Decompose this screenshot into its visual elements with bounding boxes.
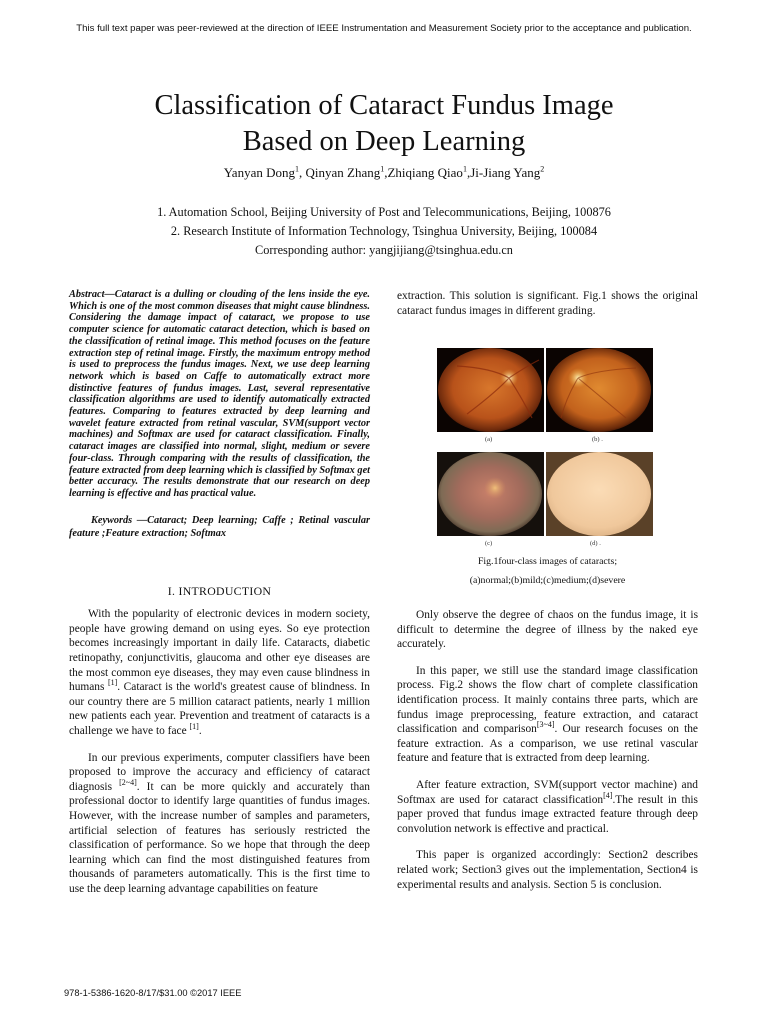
citation: [4] bbox=[603, 790, 613, 800]
section-heading-introduction: I. INTRODUCTION bbox=[167, 583, 272, 598]
author-list bbox=[0, 165, 768, 181]
author-affiliation-mark: 1 bbox=[294, 164, 299, 174]
affiliation-2: 2. Research Institute of Information Technology, Tsinghua University, Beijing, 100084 bbox=[170, 224, 598, 238]
peer-review-notice: This full text paper was peer-reviewed at the direction of IEEE Instrumentation and Measurement Society prior to the acceptance and publication. bbox=[76, 23, 692, 34]
author-name: Zhiqiang Qiao bbox=[387, 165, 463, 180]
keywords: Keywords —Cataract; Deep learning; Caffe ; Retinal vascular feature ;Feature extraction; Softmax bbox=[69, 514, 370, 539]
paper-title bbox=[0, 88, 768, 160]
fundus-image-medium bbox=[437, 452, 544, 536]
right-paragraph-4: This paper is organized accordingly: Section2 describes related work; Section3 gives out the implementation, Section4 is experimental results and analysis. Section 5 is conclusion. bbox=[397, 849, 698, 891]
right-paragraph-3 bbox=[397, 778, 698, 836]
title-line-2: Based on Deep Learning bbox=[242, 126, 526, 157]
author-separator: , bbox=[298, 165, 306, 180]
right-p2-text: In this paper, we still use the standard image classification process. Fig.2 shows the flow chart of complete classification identification process. It mainly contains three parts, which are fundus image preprocessing, feature extraction, and cataract classification and comparison bbox=[397, 664, 698, 736]
author-name: Yanyan Dong bbox=[223, 165, 295, 180]
intro-p2-text: . It can be more quickly and accurately than professional doctor to identify large quantities of fundus images. However, with the increase number of samples and parameters, artificial selection of features has seriously restricted the classification of performance. So we hope that through the deep learning which can find the most distinguished features from thousands of parameters automatically. This is the first time to use the deep learning advantage capabilities on feature bbox=[69, 780, 370, 895]
right-top-paragraph: extraction. This solution is significant. Fig.1 shows the original cataract fundus images in different grading. bbox=[397, 290, 698, 317]
intro-paragraph-2 bbox=[69, 751, 370, 897]
right-p2-text: . Our research focuses on the feature extraction. As a comparison, we use retinal vascular feature and feature that is extracted from deep learning. bbox=[397, 723, 698, 765]
figure-caption-line-1: Fig.1four-class images of cataracts; bbox=[477, 556, 618, 567]
figure-label-c: (c) bbox=[485, 540, 493, 547]
author-affiliation-mark: 2 bbox=[540, 164, 545, 174]
intro-p2-text: In our previous experiments, computer classifiers have been proposed to improve the accuracy and efficiency of cataract diagnosis bbox=[69, 751, 370, 793]
intro-p1-text: . Cataract is the world's greatest cause of blindness. In our country there are 5 million cataract patients, nearly 1 million new patients each year. Prevention and treatment of cataracts is a challenge we have to face bbox=[69, 681, 370, 737]
citation: [1] bbox=[107, 678, 118, 688]
intro-p1-text: With the popularity of electronic devices in modern society, people have growing demand on using eyes. So eye protection becomes increasingly important in daily life. Cataracts, diabetic retinopathy, conjunctivitis, glaucoma and other eye diseases are the most common eye diseases, they may even cause blindness in humans bbox=[69, 608, 370, 694]
citation: [3~4] bbox=[536, 720, 555, 730]
author-separator: , bbox=[384, 165, 388, 180]
author-separator: , bbox=[466, 165, 471, 180]
fundus-image-severe bbox=[546, 452, 653, 536]
intro-paragraph-1 bbox=[69, 607, 370, 738]
fundus-image-normal bbox=[437, 348, 544, 432]
intro-p1-text: . bbox=[198, 725, 202, 737]
figure-caption-line-2: (a)normal;(b)mild;(c)medium;(d)severe bbox=[469, 575, 626, 586]
right-p3-text: After feature extraction, SVM(support vector machine) and Softmax are used for cataract classification bbox=[397, 778, 698, 806]
right-p3-text: .The result in this paper proved that fundus image extracted feature through deep convolution network is effective and practical. bbox=[397, 793, 698, 835]
fundus-image-mild bbox=[546, 348, 653, 432]
author-affiliation-mark: 1 bbox=[380, 164, 385, 174]
figure-label-a: (a) bbox=[485, 436, 493, 443]
author-affiliation-mark: 1 bbox=[462, 164, 467, 174]
author-name: Ji-Jiang Yang bbox=[470, 165, 541, 180]
author-name: Qinyan Zhang bbox=[305, 165, 381, 180]
right-column-body bbox=[397, 608, 698, 904]
affiliation-1: 1. Automation School, Beijing University of Post and Telecommunications, Beijing, 100876 bbox=[157, 205, 611, 219]
abstract: Abstract—Cataract is a dulling or clouding of the lens inside the eye. Which is one of the most common diseases that might cause blindness. Considering the damage impact of cataract, we propose to use computer science for automatic cataract detection, which is based on the classification of retinal image. This method focuses on the feature extraction step of retinal image. Firstly, the maximum entropy method is used to preprocess the fundus images. Next, we use deep learning network which is based on Caffe to automatically extract more distinctive features of fundus images. Last, several representative classification algorithms are used to identify automatically extracted features. Comparing to features extracted by deep learning and wavelet feature extracted from retinal vascular, SVM(support vector machines) and Softmax are used for cataract classification. Finally, cataract images are classified into normal, slight, medium or severe four-class. Through comparing with the results of classification, the feature extracted from deep learning which is classified by Softmax get better accuracy. The results demonstrate that our research on deep learning is effective and has practical value. bbox=[69, 289, 370, 499]
left-column bbox=[69, 289, 370, 909]
citation: [1] bbox=[189, 722, 199, 732]
citation: [2~4] bbox=[119, 777, 137, 787]
figure-label-b: (b) . bbox=[592, 436, 603, 443]
right-paragraph-2 bbox=[397, 664, 698, 766]
right-column-top bbox=[397, 289, 698, 318]
copyright-footer: 978-1-5386-1620-8/17/$31.00 ©2017 IEEE bbox=[64, 988, 242, 998]
figure-label-d: (d) . bbox=[590, 540, 601, 547]
title-line-1: Classification of Cataract Fundus Image bbox=[154, 90, 614, 121]
right-paragraph-1: Only observe the degree of chaos on the fundus image, it is difficult to determine the degree of illness by the naked eye accurately. bbox=[397, 609, 698, 651]
corresponding-author: Corresponding author: yangjijiang@tsinghua.edu.cn bbox=[255, 243, 513, 257]
